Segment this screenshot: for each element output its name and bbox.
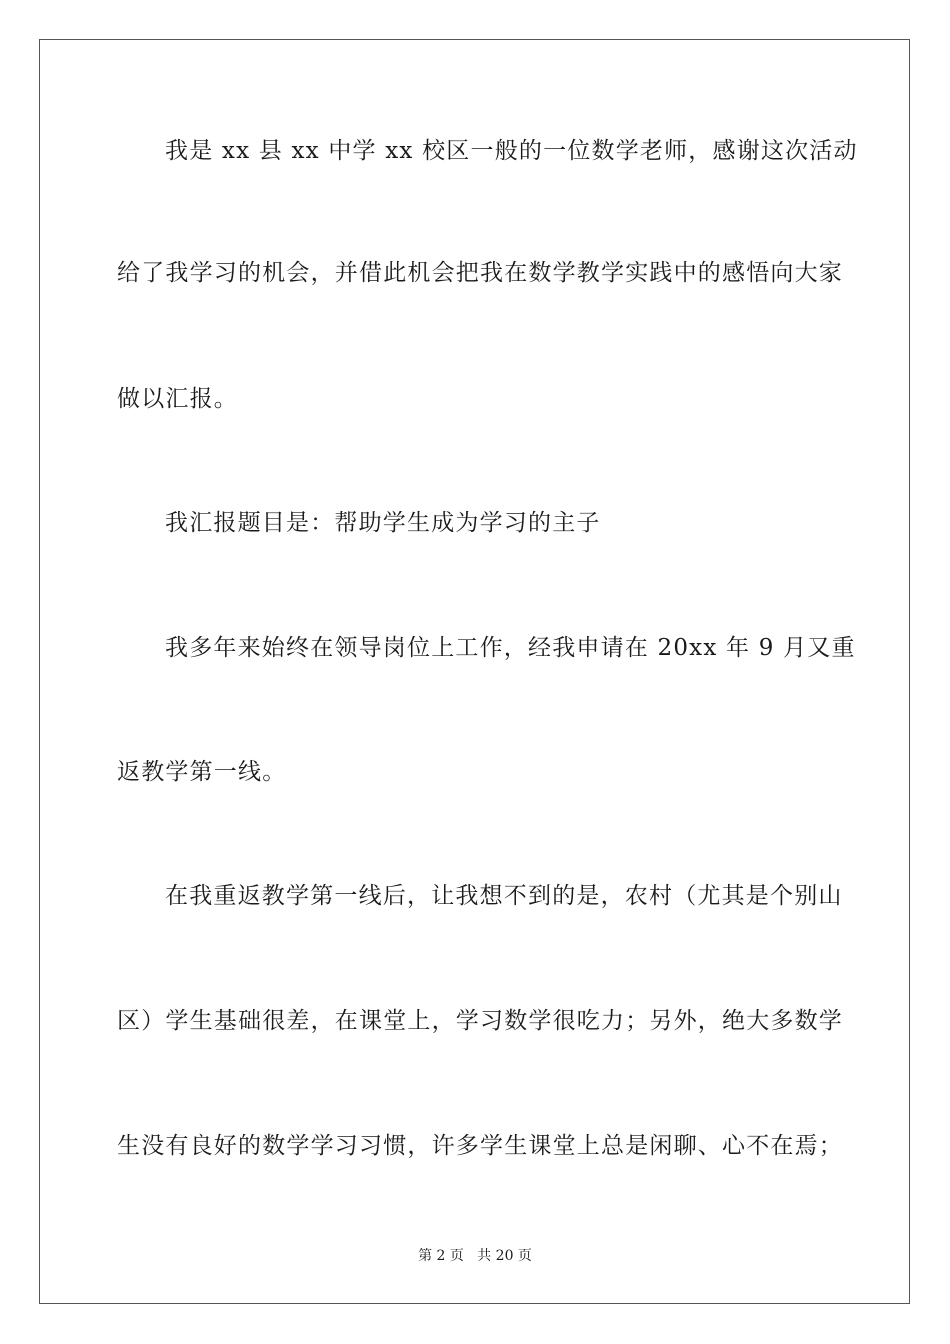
paragraph-1-line-1: 我是 xx 县 xx 中学 xx 校区一般的一位数学老师，感谢这次活动 [165, 138, 858, 164]
page-border [39, 39, 910, 1304]
paragraph-4-line-2: 区）学生基础很差，在课堂上，学习数学很吃力；另外，绝大多数学 [117, 1008, 843, 1034]
paragraph-4-line-1: 在我重返教学第一线后，让我想不到的是，农村（尤其是个别山 [165, 883, 843, 909]
paragraph-4-line-3: 生没有良好的数学学习习惯，许多学生课堂上总是闲聊、心不在焉； [117, 1133, 843, 1159]
paragraph-3-line-1: 我多年来始终在领导岗位上工作，经我申请在 20xx 年 9 月又重 [165, 635, 856, 661]
paragraph-1-line-3: 做以汇报。 [117, 386, 238, 412]
paragraph-3-line-2: 返教学第一线。 [117, 759, 287, 785]
page-number-footer: 第 2 页 共 20 页 [418, 1248, 532, 1264]
paragraph-1-line-2: 给了我学习的机会，并借此机会把我在数学教学实践中的感悟向大家 [117, 260, 843, 286]
paragraph-2-line-1: 我汇报题目是：帮助学生成为学习的主子 [165, 510, 601, 536]
